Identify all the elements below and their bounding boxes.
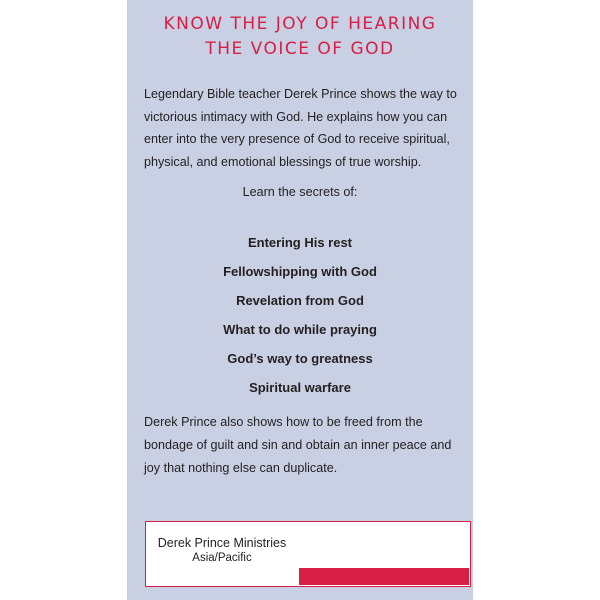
secret-item: God’s way to greatness — [227, 351, 373, 366]
flag-white-band — [299, 530, 469, 568]
publisher-region: Asia/Pacific — [192, 552, 252, 564]
intro-paragraph: Legendary Bible teacher Derek Prince shows the way to victorious intimacy with God. He explains how you can enter into the very presence of God to receive spiritual, physical, and emotional blessings of true worship. — [144, 87, 457, 169]
closing-paragraph: Derek Prince also shows how to be freed from the bondage of guilt and sin and obtain an inner peace and joy that nothing else can duplicate. — [144, 415, 452, 475]
secret-item: Entering His rest — [247, 235, 353, 250]
back-cover — [127, 0, 473, 600]
publisher-name: Derek Prince Ministries — [157, 536, 287, 550]
secret-item: Revelation from God — [236, 293, 364, 308]
flag-red-band — [299, 568, 469, 585]
publisher-label — [146, 535, 298, 566]
headline-line-2: THE VOICE OF GOD — [205, 39, 395, 59]
secrets-label: Learn the secrets of: — [242, 185, 358, 199]
headline-line-1: KNOW THE JOY OF HEARING — [163, 14, 437, 34]
secret-item: What to do while praying — [223, 322, 377, 337]
secret-item: Fellowshipping with God — [223, 264, 377, 279]
publisher-box — [145, 521, 471, 587]
secret-item: Spiritual warfare — [249, 380, 351, 395]
secrets-list — [127, 232, 473, 406]
